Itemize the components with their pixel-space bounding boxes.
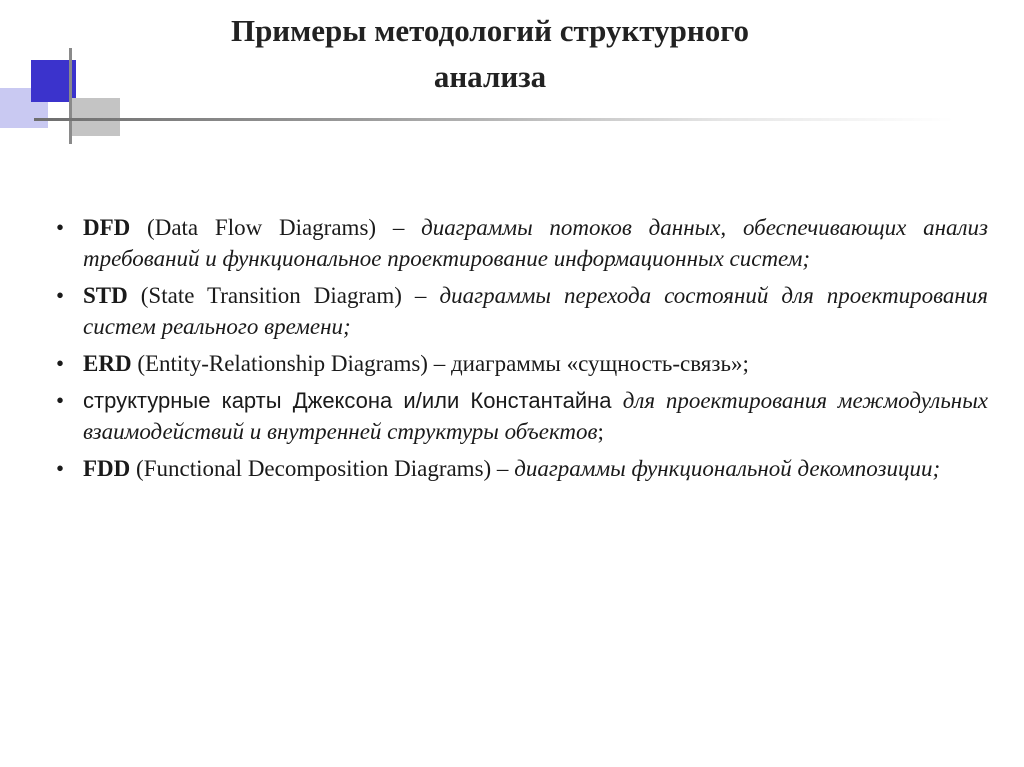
term-std: STD — [83, 283, 128, 308]
tail-jackson: ; — [597, 419, 604, 444]
bullet-marker: • — [56, 388, 65, 413]
expansion-dfd: (Data Flow Diagrams) – — [130, 215, 422, 240]
description-dfd: диаграммы потоков данных, обеспечивающих анализ требований и функциональное проектирование информационных систем; — [83, 215, 988, 271]
term-erd: ERD — [83, 351, 132, 376]
bullet-marker: • — [56, 351, 65, 376]
list-item-jackson — [56, 385, 988, 447]
expansion-std: (State Transition Diagram) – — [127, 283, 440, 308]
term-fdd: FDD — [83, 456, 131, 481]
bullet-marker: • — [56, 283, 65, 308]
lead-jackson: структурные карты Джексона и/или Константайна — [83, 388, 623, 413]
grey-square — [72, 98, 120, 136]
list-item-fdd — [56, 453, 988, 484]
horizontal-rule — [34, 118, 954, 121]
bullet-marker: • — [56, 215, 65, 240]
term-dfd: DFD — [83, 215, 131, 240]
description-fdd: диаграммы функциональной декомпозиции; — [514, 456, 941, 481]
slide-title — [130, 8, 850, 100]
expansion-fdd: (Functional Decomposition Diagrams) – — [130, 456, 515, 481]
expansion-erd: (Entity-Relationship Diagrams) – диаграммы «сущность-связь»; — [131, 351, 749, 376]
methodology-list — [56, 212, 988, 490]
vertical-rule — [69, 48, 72, 144]
description-std: диаграммы перехода состояний для проектирования систем реального времени; — [83, 283, 988, 339]
slide-title-line-1: Примеры методологий структурного — [230, 13, 750, 48]
bullet-marker: • — [56, 456, 65, 481]
list-item-erd — [56, 348, 988, 379]
description-jackson: для проектирования межмодульных взаимодействий и внутренней структуры объектов — [83, 388, 988, 444]
list-item-std — [56, 280, 988, 342]
list-item-dfd — [56, 212, 988, 274]
slide-title-line-2: анализа — [433, 59, 547, 94]
